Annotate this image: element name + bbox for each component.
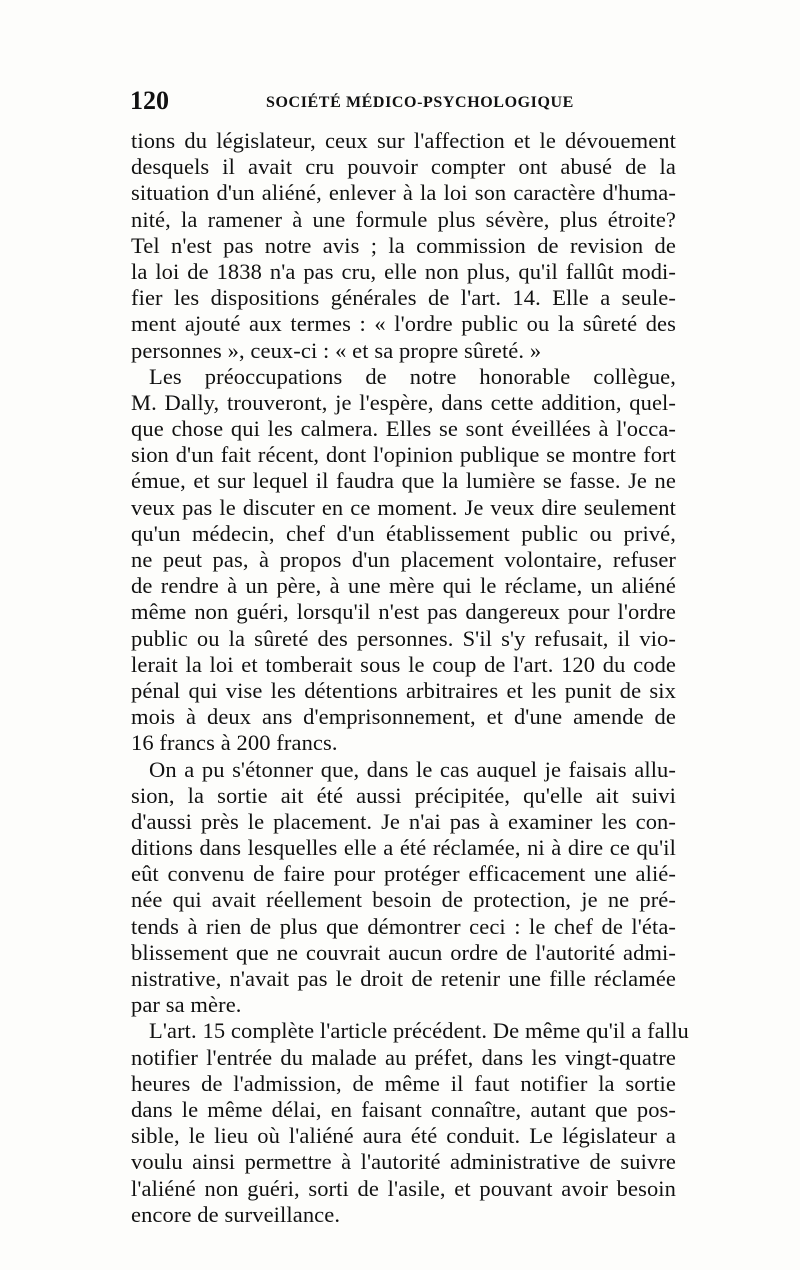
text-line: sion d'un fait récent, dont l'opinion publique se montre fort: [131, 442, 676, 468]
text-line: née qui avait réellement besoin de protection, je ne pré-: [131, 887, 676, 913]
text-line: On a pu s'étonner que, dans le cas auquel je faisais allu-: [149, 756, 676, 782]
text-line: même non guéri, lorsqu'il n'est pas dangereux pour l'ordre: [131, 599, 676, 625]
text-line: dans le même délai, en faisant connaître, autant que pos-: [131, 1096, 676, 1122]
text-line: eût convenu de faire pour protéger efficacement une alié-: [131, 861, 676, 887]
text-line: 16 francs à 200 francs.: [131, 730, 338, 756]
text-line: que chose qui les calmera. Elles se sont éveillées à l'occa-: [131, 416, 676, 442]
text-line: Tel n'est pas notre avis ; la commission de revision de: [131, 232, 676, 258]
text-line: sible, le lieu où l'aliéné aura été conduit. Le législateur a: [131, 1123, 676, 1149]
text-line: de rendre à un père, à une mère qui le réclame, un aliéné: [131, 573, 676, 599]
page-header: [130, 86, 675, 116]
text-line: veux pas le discuter en ce moment. Je veux dire seulement: [131, 494, 676, 520]
text-line: qu'un médecin, chef d'un établissement public ou privé,: [131, 520, 676, 546]
text-line: desquels il avait cru pouvoir compter ont abusé de la: [131, 154, 676, 180]
text-line: encore de surveillance.: [131, 1201, 341, 1227]
text-line: la loi de 1838 n'a pas cru, elle non plus, qu'il fallût modi-: [131, 258, 676, 284]
text-line: ment ajouté aux termes : « l'ordre public ou la sûreté des: [131, 311, 676, 337]
text-line: d'aussi près le placement. Je n'ai pas à examiner les con-: [131, 808, 676, 834]
text-line: émue, et sur lequel il faudra que la lumière se fasse. Je ne: [131, 468, 676, 494]
text-line: ne peut pas, à propos d'un placement volontaire, refuser: [131, 547, 676, 572]
text-line: par sa mère.: [131, 992, 242, 1018]
text-line: mois à deux ans d'emprisonnement, et d'une amende de: [131, 704, 676, 730]
text-line: tions du législateur, ceux sur l'affection et le dévouement: [131, 128, 676, 153]
text-line: nité, la ramener à une formule plus sévère, plus étroite?: [131, 206, 676, 232]
text-line: L'art. 15 complète l'article précédent. De même qu'il a fallu: [149, 1018, 689, 1044]
text-line: personnes », ceux-ci : « et sa propre sûreté. »: [131, 337, 542, 363]
text-line: notifier l'entrée du malade au préfet, dans les vingt-quatre: [131, 1044, 676, 1070]
text-line: blissement que ne couvrait aucun ordre de l'autorité admi-: [131, 939, 676, 965]
running-title: SOCIÉTÉ MÉDICO-PSYCHOLOGIQUE: [266, 94, 574, 111]
text-line: situation d'un aliéné, enlever à la loi son caractère d'huma-: [131, 180, 676, 206]
text-line: tends à rien de plus que démontrer ceci : le chef de l'éta-: [131, 913, 676, 939]
text-line: Les préoccupations de notre honorable collègue,: [149, 363, 676, 389]
text-line: heures de l'admission, de même il faut notifier la sortie: [131, 1070, 676, 1096]
text-line: l'aliéné non guéri, sorti de l'asile, et pouvant avoir besoin: [131, 1175, 676, 1201]
text-line: ditions dans lesquelles elle a été réclamée, ni à dire ce qu'il: [131, 835, 676, 861]
text-line: M. Dally, trouveront, je l'espère, dans cette addition, quel-: [131, 389, 676, 415]
text-line: pénal qui vise les détentions arbitraires et les punit de six: [131, 677, 676, 703]
text-line: lerait la loi et tomberait sous le coup de l'art. 120 du code: [131, 651, 676, 677]
text-line: nistrative, n'avait pas le droit de retenir une fille réclamée: [131, 966, 676, 991]
page-number: 120: [130, 86, 169, 115]
text-line: voulu ainsi permettre à l'autorité administrative de suivre: [131, 1149, 676, 1175]
text-line: public ou la sûreté des personnes. S'il s'y refusait, il vio-: [131, 625, 676, 651]
text-line: fier les dispositions générales de l'art. 14. Elle a seule-: [131, 285, 676, 311]
text-line: sion, la sortie ait été aussi précipitée, qu'elle ait suivi: [131, 782, 676, 808]
body-text: [131, 128, 689, 1228]
